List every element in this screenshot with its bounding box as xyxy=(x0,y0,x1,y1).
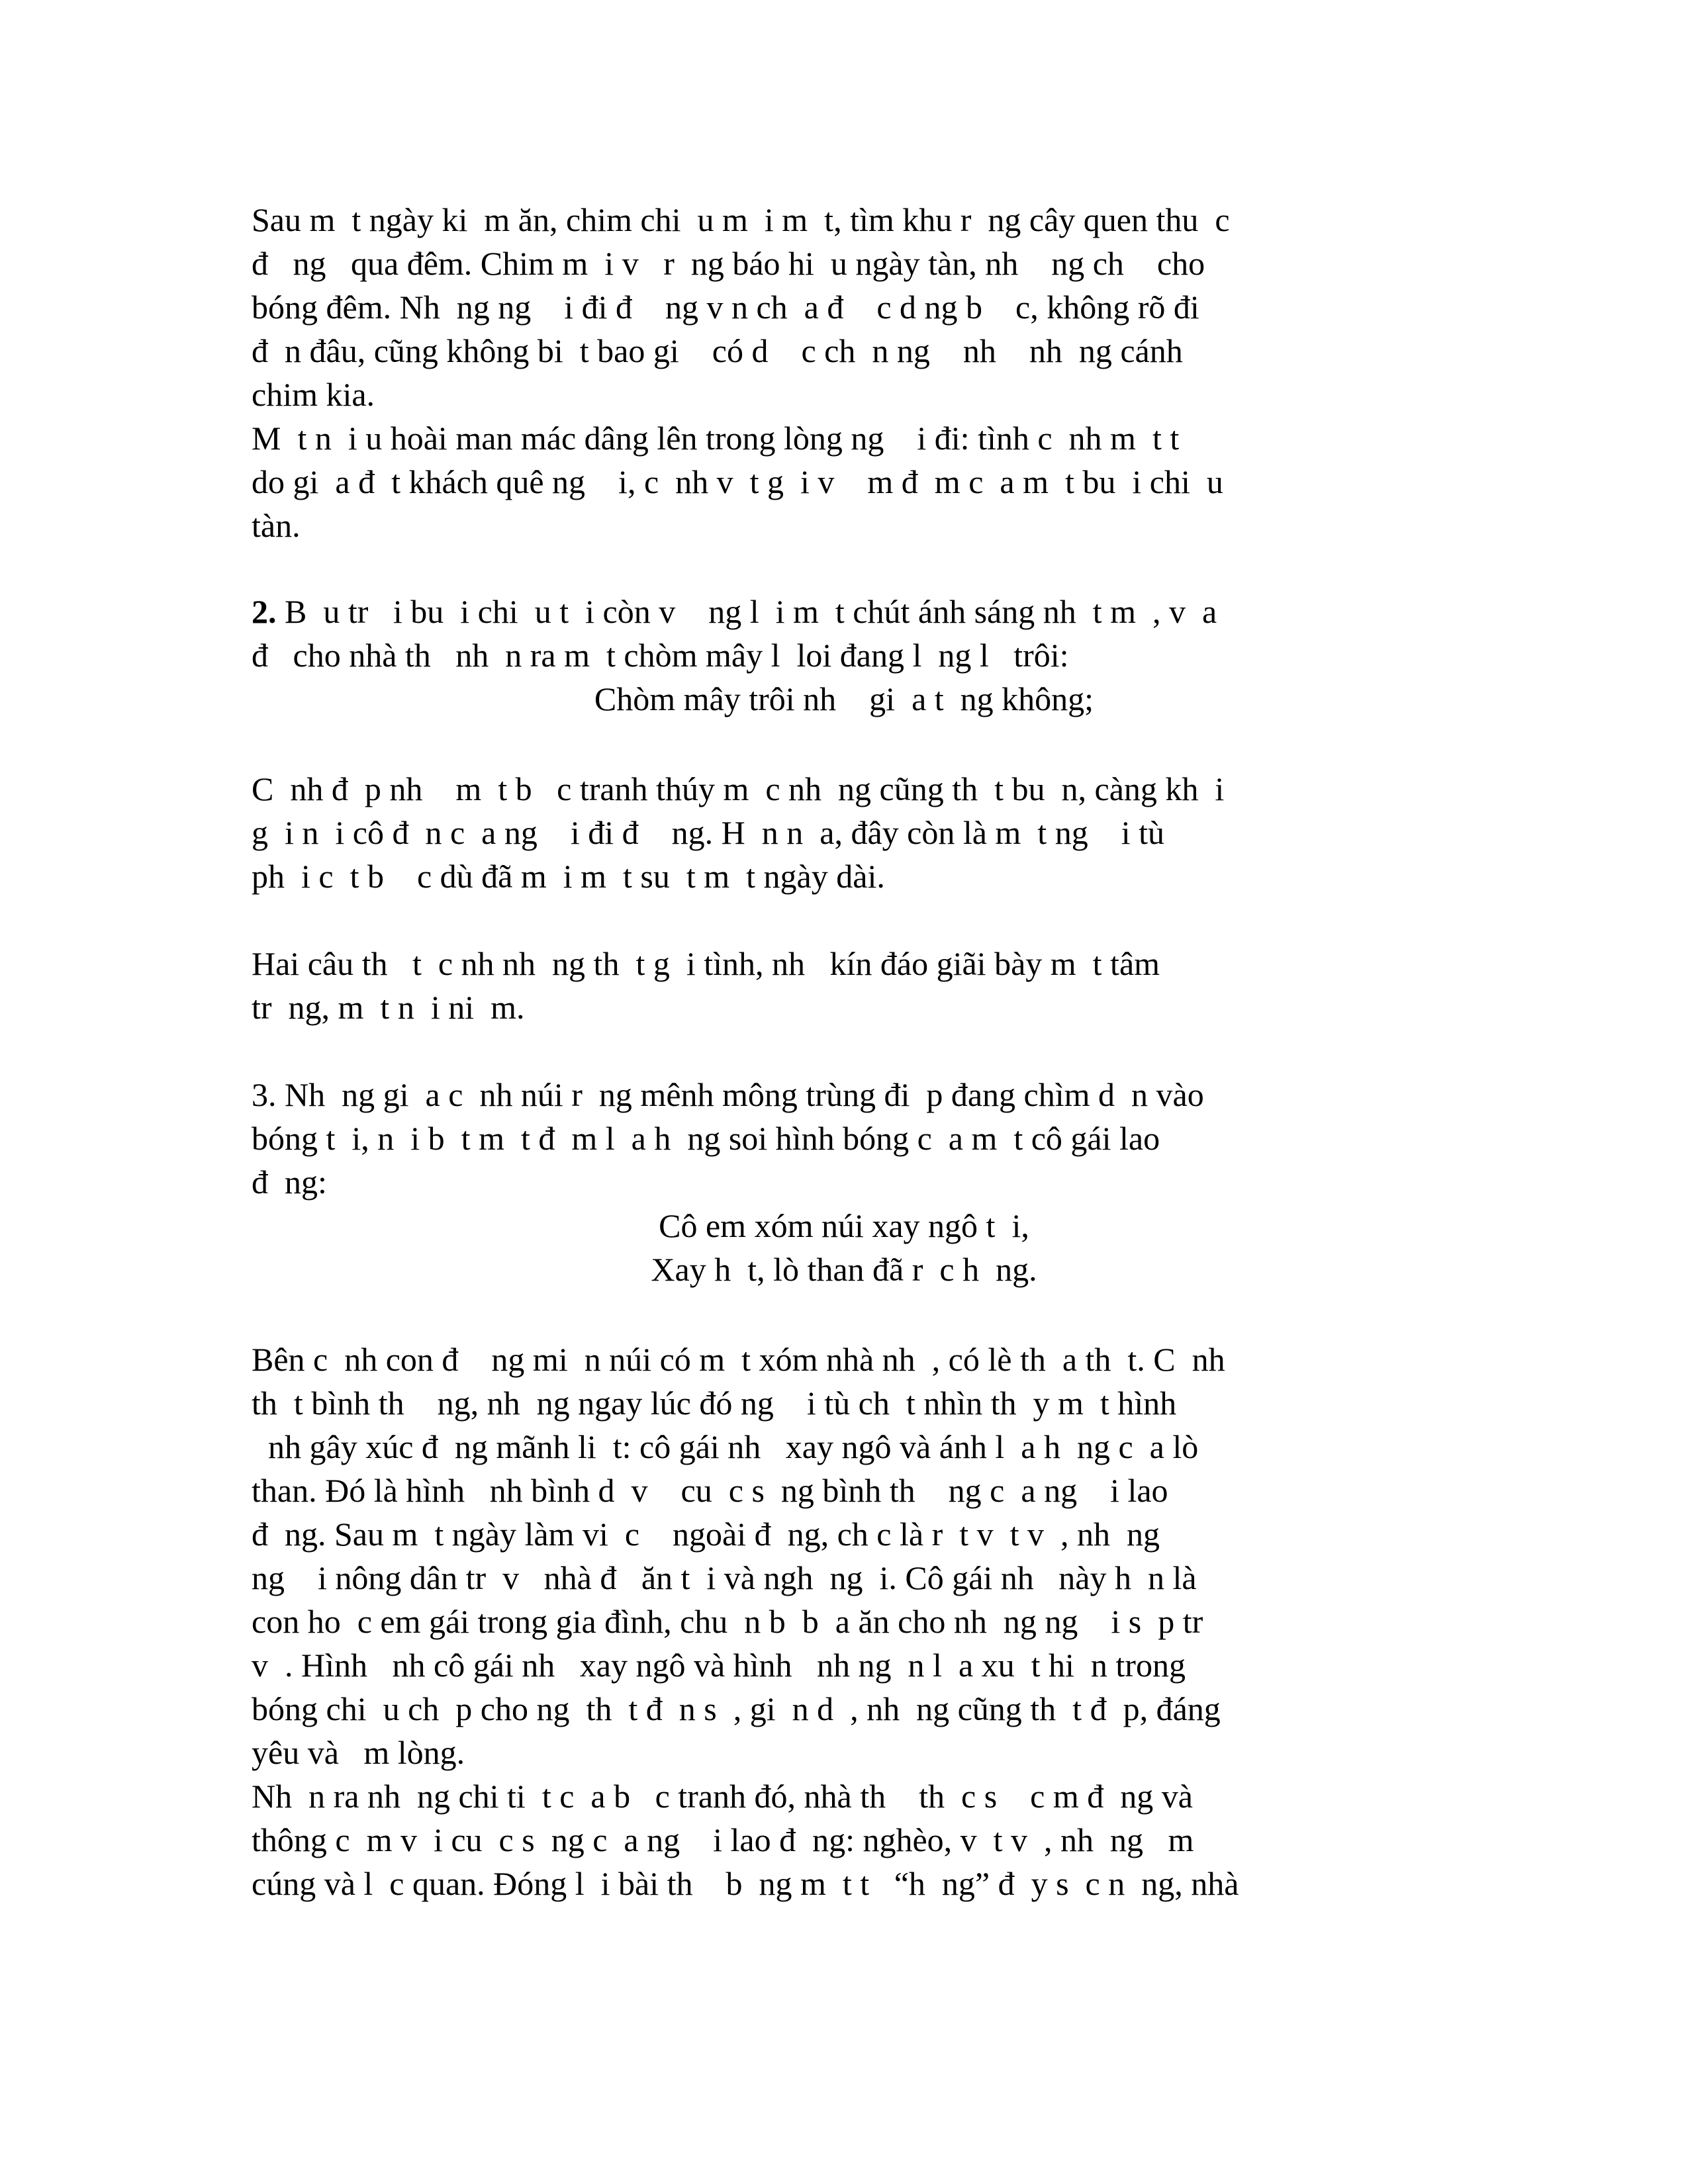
text-line: th t bình th ng, nh ng ngay lúc đó ng i tù ch t nhìn th y m t hình xyxy=(252,1385,1177,1422)
text-line: cúng và l c quan. Đóng l i bài th b ng m t t “h ng” đ y s c n ng, nhà xyxy=(252,1865,1239,1902)
text-line: ng i nông dân tr v nhà đ ăn t i và ngh ng i. Cô gái nh này h n là xyxy=(252,1559,1197,1596)
text-line: than. Đó là hình nh bình d v cu c s ng bình th ng c a ng i lao xyxy=(252,1472,1168,1509)
text-line: bóng chi u ch p cho ng th t đ n s , gi n d , nh ng cũng th t đ p, đáng xyxy=(252,1690,1221,1727)
text-line: Nh n ra nh ng chi ti t c a b c tranh đó, nhà th th c s c m đ ng và xyxy=(252,1778,1193,1815)
text-line: đ ng. Sau m t ngày làm vi c ngoài đ ng, ch c là r t v t v , nh ng xyxy=(252,1516,1160,1553)
verse-line: Xay h t, lò than đã r c h ng. xyxy=(651,1251,1037,1288)
text-line: C nh đ p nh m t b c tranh thúy m c nh ng cũng th t bu n, càng kh i xyxy=(252,770,1225,807)
text-line: M t n i u hoài man mác dâng lên trong lòng ng i đi: tình c nh m t t xyxy=(252,420,1180,457)
text-line: Sau m t ngày ki m ăn, chim chi u m i m t, tìm khu r ng cây quen thu c xyxy=(252,201,1230,238)
text-line: tr ng, m t n i ni m. xyxy=(252,989,525,1026)
text-line: yêu và m lòng. xyxy=(252,1734,465,1771)
text-line: 3. Nh ng gi a c nh núi r ng mênh mông trùng đi p đang chìm d n vào xyxy=(252,1076,1204,1113)
text-line: Bên c nh con đ ng mi n núi có m t xóm nhà nh , có lè th a th t. C nh xyxy=(252,1341,1225,1378)
text-line: thông c m v i cu c s ng c a ng i lao đ ng: nghèo, v t v , nh ng m xyxy=(252,1821,1194,1858)
text-line: B u tr i bu i chi u t i còn v ng l i m t chút ánh sáng nh t m , v a xyxy=(276,593,1217,630)
text-line: con ho c em gái trong gia đình, chu n b b a ăn cho nh ng ng i s p tr xyxy=(252,1603,1203,1640)
section-number: 2. xyxy=(252,593,277,630)
text-line: đ ng: xyxy=(252,1163,327,1201)
text-line: chim kia. xyxy=(252,376,375,413)
text-line: nh gây xúc đ ng mãnh li t: cô gái nh xay ngô và ánh l a h ng c a lò xyxy=(252,1428,1199,1465)
text-line: g i n i cô đ n c a ng i đi đ ng. H n n a, đây còn là m t ng i tù xyxy=(252,814,1164,851)
text-line: tàn. xyxy=(252,507,301,544)
section-2-first-line xyxy=(252,590,1390,633)
text-line: ph i c t b c dù đã m i m t su t m t ngày dài. xyxy=(252,858,885,895)
text-line: bóng đêm. Nh ng ng i đi đ ng v n ch a đ c d ng b c, không rõ đi xyxy=(252,289,1199,326)
text-line: đ cho nhà th nh n ra m t chòm mây l loi đang l ng l trôi: xyxy=(252,637,1069,674)
text-line: đ ng qua đêm. Chim m i v r ng báo hi u ngày tàn, nh ng ch cho xyxy=(252,245,1205,282)
text-line: Hai câu th t c nh nh ng th t g i tình, nh kín đáo giãi bày m t tâm xyxy=(252,945,1160,982)
text-line: đ n đâu, cũng không bi t bao gi có d c ch n ng nh nh ng cánh xyxy=(252,332,1183,369)
text-line: do gi a đ t khách quê ng i, c nh v t g i v m đ m c a m t bu i chi u xyxy=(252,463,1223,500)
text-line: v . Hình nh cô gái nh xay ngô và hình nh ng n l a xu t hi n trong xyxy=(252,1647,1186,1684)
text-line: bóng t i, n i b t m t đ m l a h ng soi hình bóng c a m t cô gái lao xyxy=(252,1120,1160,1157)
verse-line: Cô em xóm núi xay ngô t i, xyxy=(659,1207,1029,1244)
verse-line: Chòm mây trôi nh gi a t ng không; xyxy=(594,680,1094,717)
